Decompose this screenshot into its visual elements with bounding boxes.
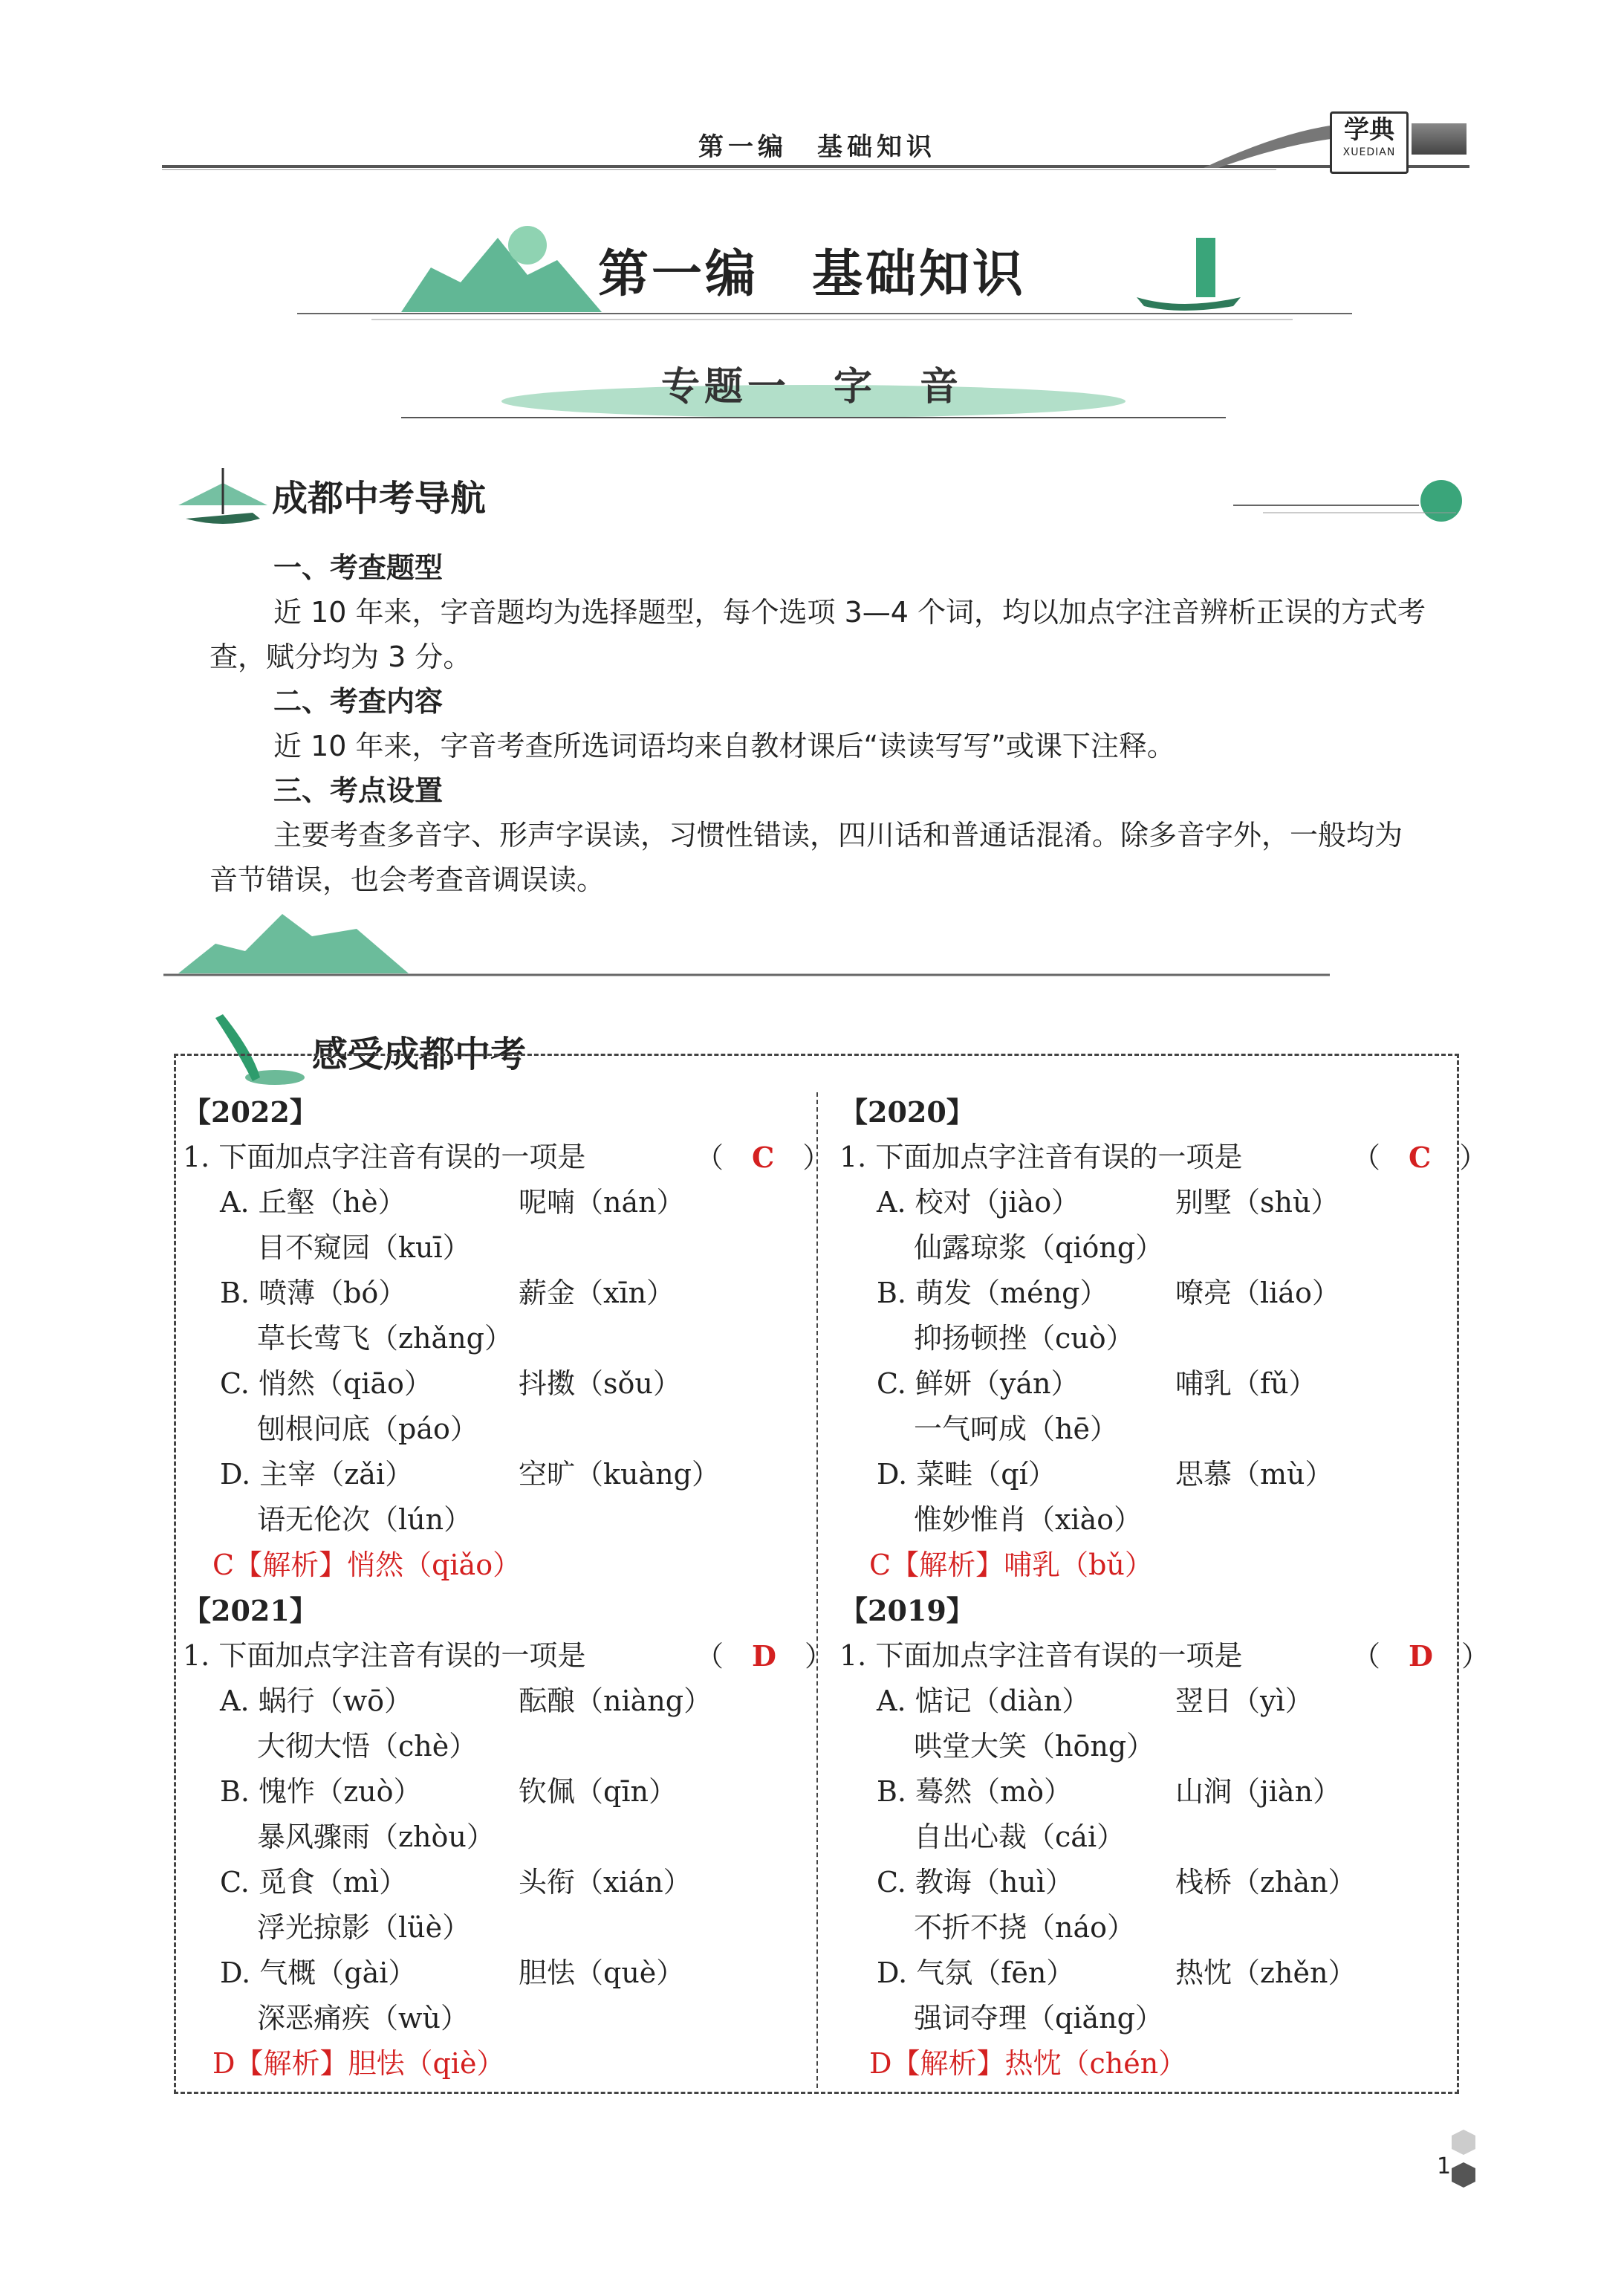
column-divider — [816, 1092, 818, 2088]
answer-letter: D — [1409, 1639, 1433, 1673]
running-title: 第一编 基础知识 — [698, 132, 936, 162]
option-item: 哄堂大笑（hōng） — [914, 1730, 1155, 1763]
question — [839, 1135, 1488, 1180]
answer-slot: （ D ） — [1352, 1639, 1490, 1673]
answer-letter: C — [752, 1141, 775, 1174]
option-item: 山涧（jiàn） — [1175, 1775, 1342, 1808]
option-item: A. 惦记（diàn） — [877, 1685, 1091, 1717]
option-item: D. 气氛（fēn） — [877, 1956, 1075, 1989]
header-rule-thin — [162, 169, 1276, 170]
header-bar — [1412, 123, 1467, 155]
question-text: 1. 下面加点字注音有误的一项是 — [183, 1141, 586, 1173]
option-item: 钦佩（qīn） — [519, 1775, 677, 1808]
option-row — [183, 1497, 807, 1543]
question — [839, 1633, 1490, 1679]
option-item: 不折不挠（náo） — [914, 1911, 1136, 1944]
option-item: D. 菜畦（qí） — [877, 1458, 1056, 1491]
subtitle: 专题一 字 音 — [660, 364, 963, 409]
option-item: D. 主宰（zǎi） — [220, 1458, 414, 1491]
option-item: 暴风骤雨（zhòu） — [257, 1821, 495, 1853]
option-item: A. 蜗行（wō） — [220, 1685, 413, 1717]
option-item: 抖擞（sǒu） — [519, 1367, 681, 1400]
analysis-row — [839, 1543, 1464, 1588]
option-row — [839, 1407, 1464, 1452]
option-item: 翌日（yì） — [1175, 1685, 1313, 1717]
option-row — [839, 1905, 1464, 1951]
answer-letter: D — [752, 1639, 776, 1673]
question — [183, 1135, 831, 1180]
heading-content: 二、考查内容 — [273, 685, 444, 718]
option-row — [183, 1271, 807, 1316]
landscape-divider-icon — [163, 899, 1337, 981]
analysis-row — [183, 2041, 807, 2087]
option-item: 刨根问底（páo） — [257, 1413, 478, 1445]
option-row — [839, 1180, 1464, 1225]
para-points: 主要考查多音字、形声字误读，习惯性错读，四川话和普通话混淆。除多音字外，一般均为音节错误，也会考查音调误读。 — [210, 819, 1403, 896]
analysis-row — [183, 1543, 807, 1588]
option-row — [183, 1951, 807, 1996]
option-item: 深恶痛疾（wù） — [257, 2002, 470, 2035]
option-item: B. 萌发（méng） — [877, 1277, 1108, 1309]
option-item: 嘹亮（liáo） — [1175, 1277, 1340, 1309]
option-item: 语无伦次（lún） — [257, 1503, 472, 1536]
option-row — [839, 1271, 1464, 1316]
option-row — [839, 1361, 1464, 1407]
left-column — [183, 1089, 833, 2087]
option-row — [183, 1316, 807, 1361]
page-title: 第一编 基础知识 — [597, 245, 1026, 304]
option-row — [183, 1996, 807, 2041]
option-row — [839, 1951, 1464, 1996]
logo-cn: 学典 — [1344, 115, 1394, 145]
option-row — [183, 1905, 807, 1951]
option-row — [183, 1860, 807, 1905]
option-item: D. 气概（gài） — [220, 1956, 417, 1989]
right-column — [839, 1089, 1490, 2087]
option-item: 思慕（mù） — [1175, 1458, 1334, 1491]
option-row — [839, 1497, 1464, 1543]
year-label: 【2019】 — [839, 1594, 975, 1627]
option-item: 头衔（xián） — [519, 1866, 692, 1899]
option-item: C. 鲜妍（yán） — [877, 1367, 1079, 1400]
question-text: 1. 下面加点字注音有误的一项是 — [839, 1639, 1243, 1672]
option-item: B. 愧怍（zuò） — [220, 1775, 422, 1808]
option-item: 强词夺理（qiǎng） — [914, 2002, 1163, 2035]
option-row — [183, 1679, 807, 1724]
para-type: 近 10 年来，字音题均为选择题型，每个选项 3—4 个词，均以加点字注音辨析正误的方式考查，赋分均为 3 分。 — [210, 596, 1426, 673]
option-row — [839, 1815, 1464, 1860]
question — [183, 1633, 833, 1679]
option-item: C. 觅食（mì） — [220, 1866, 408, 1899]
option-row — [183, 1225, 807, 1271]
option-item: 大彻大悟（chè） — [257, 1730, 478, 1763]
option-row — [183, 1815, 807, 1860]
analysis-text: D【解析】胆怯（qiè） — [212, 2047, 505, 2080]
option-row — [183, 1724, 807, 1769]
logo — [1330, 111, 1409, 174]
option-row — [183, 1452, 807, 1497]
option-item: B. 喷薄（bó） — [220, 1277, 407, 1309]
moon-hill-icon — [1233, 476, 1471, 528]
option-item: 栈桥（zhàn） — [1175, 1866, 1357, 1899]
answer-slot: （ C ） — [695, 1141, 831, 1174]
option-row — [183, 1407, 807, 1452]
option-item: 目不窥园（kuī） — [257, 1231, 471, 1264]
answer-slot: （ C ） — [1352, 1141, 1488, 1174]
nav-body — [210, 545, 1428, 902]
logo-en: XUEDIAN — [1342, 146, 1396, 158]
option-row — [839, 1724, 1464, 1769]
option-row — [183, 1180, 807, 1225]
analysis-text: C【解析】哺乳（bǔ） — [869, 1549, 1153, 1581]
boat-icon — [171, 461, 282, 528]
page-number: 1 — [1437, 2153, 1452, 2179]
question-text: 1. 下面加点字注音有误的一项是 — [183, 1639, 586, 1672]
option-row — [839, 1769, 1464, 1815]
year-label: 【2020】 — [839, 1095, 975, 1129]
option-item: 浮光掠影（lüè） — [257, 1911, 471, 1944]
option-row — [839, 1452, 1464, 1497]
option-item: 呢喃（nán） — [519, 1186, 685, 1219]
analysis-text: C【解析】悄然（qiǎo） — [212, 1549, 522, 1581]
option-row — [183, 1769, 807, 1815]
option-row — [839, 1860, 1464, 1905]
option-item: 薪金（xīn） — [519, 1277, 675, 1309]
option-item: 空旷（kuàng） — [519, 1458, 720, 1491]
option-item: 仙露琼浆（qióng） — [914, 1231, 1164, 1264]
year-label: 【2022】 — [183, 1095, 318, 1129]
option-item: 别墅（shù） — [1175, 1186, 1339, 1219]
para-content: 近 10 年来，字音考查所选词语均来自教材课后“读读写写”或课下注释。 — [273, 730, 1175, 762]
option-item: 一气呵成（hē） — [914, 1413, 1118, 1445]
option-item: C. 悄然（qiāo） — [220, 1367, 432, 1400]
option-row — [839, 1996, 1464, 2041]
option-item: 惟妙惟肖（xiào） — [914, 1503, 1143, 1536]
option-item: 酝酿（niàng） — [519, 1685, 712, 1717]
option-item: A. 丘壑（hè） — [220, 1186, 406, 1219]
analysis-row — [839, 2041, 1464, 2087]
section-title-exam: 感受成都中考 — [312, 1025, 533, 1077]
option-item: A. 校对（jiào） — [877, 1186, 1080, 1219]
option-item: 草长莺飞（zhǎng） — [257, 1322, 513, 1355]
option-item: C. 教诲（huì） — [877, 1866, 1074, 1899]
answer-letter: C — [1409, 1141, 1432, 1174]
question-text: 1. 下面加点字注音有误的一项是 — [839, 1141, 1243, 1173]
analysis-text: D【解析】热忱（chén） — [869, 2047, 1187, 2080]
section-title-nav: 成都中考导航 — [272, 478, 487, 519]
option-item: B. 蓦然（mò） — [877, 1775, 1072, 1808]
option-row — [839, 1225, 1464, 1271]
option-row — [183, 1361, 807, 1407]
heading-type: 一、考查题型 — [273, 551, 444, 584]
answer-slot: （ D ） — [695, 1639, 833, 1673]
option-item: 哺乳（fǔ） — [1175, 1367, 1317, 1400]
option-row — [839, 1316, 1464, 1361]
option-item: 自出心裁（cái） — [914, 1821, 1126, 1853]
heading-points: 三、考点设置 — [273, 774, 444, 807]
option-item: 胆怯（què） — [519, 1956, 685, 1989]
option-item: 抑扬顿挫（cuò） — [914, 1322, 1134, 1355]
year-label: 【2021】 — [183, 1594, 318, 1627]
option-row — [839, 1679, 1464, 1724]
option-item: 热忱（zhěn） — [1175, 1956, 1357, 1989]
